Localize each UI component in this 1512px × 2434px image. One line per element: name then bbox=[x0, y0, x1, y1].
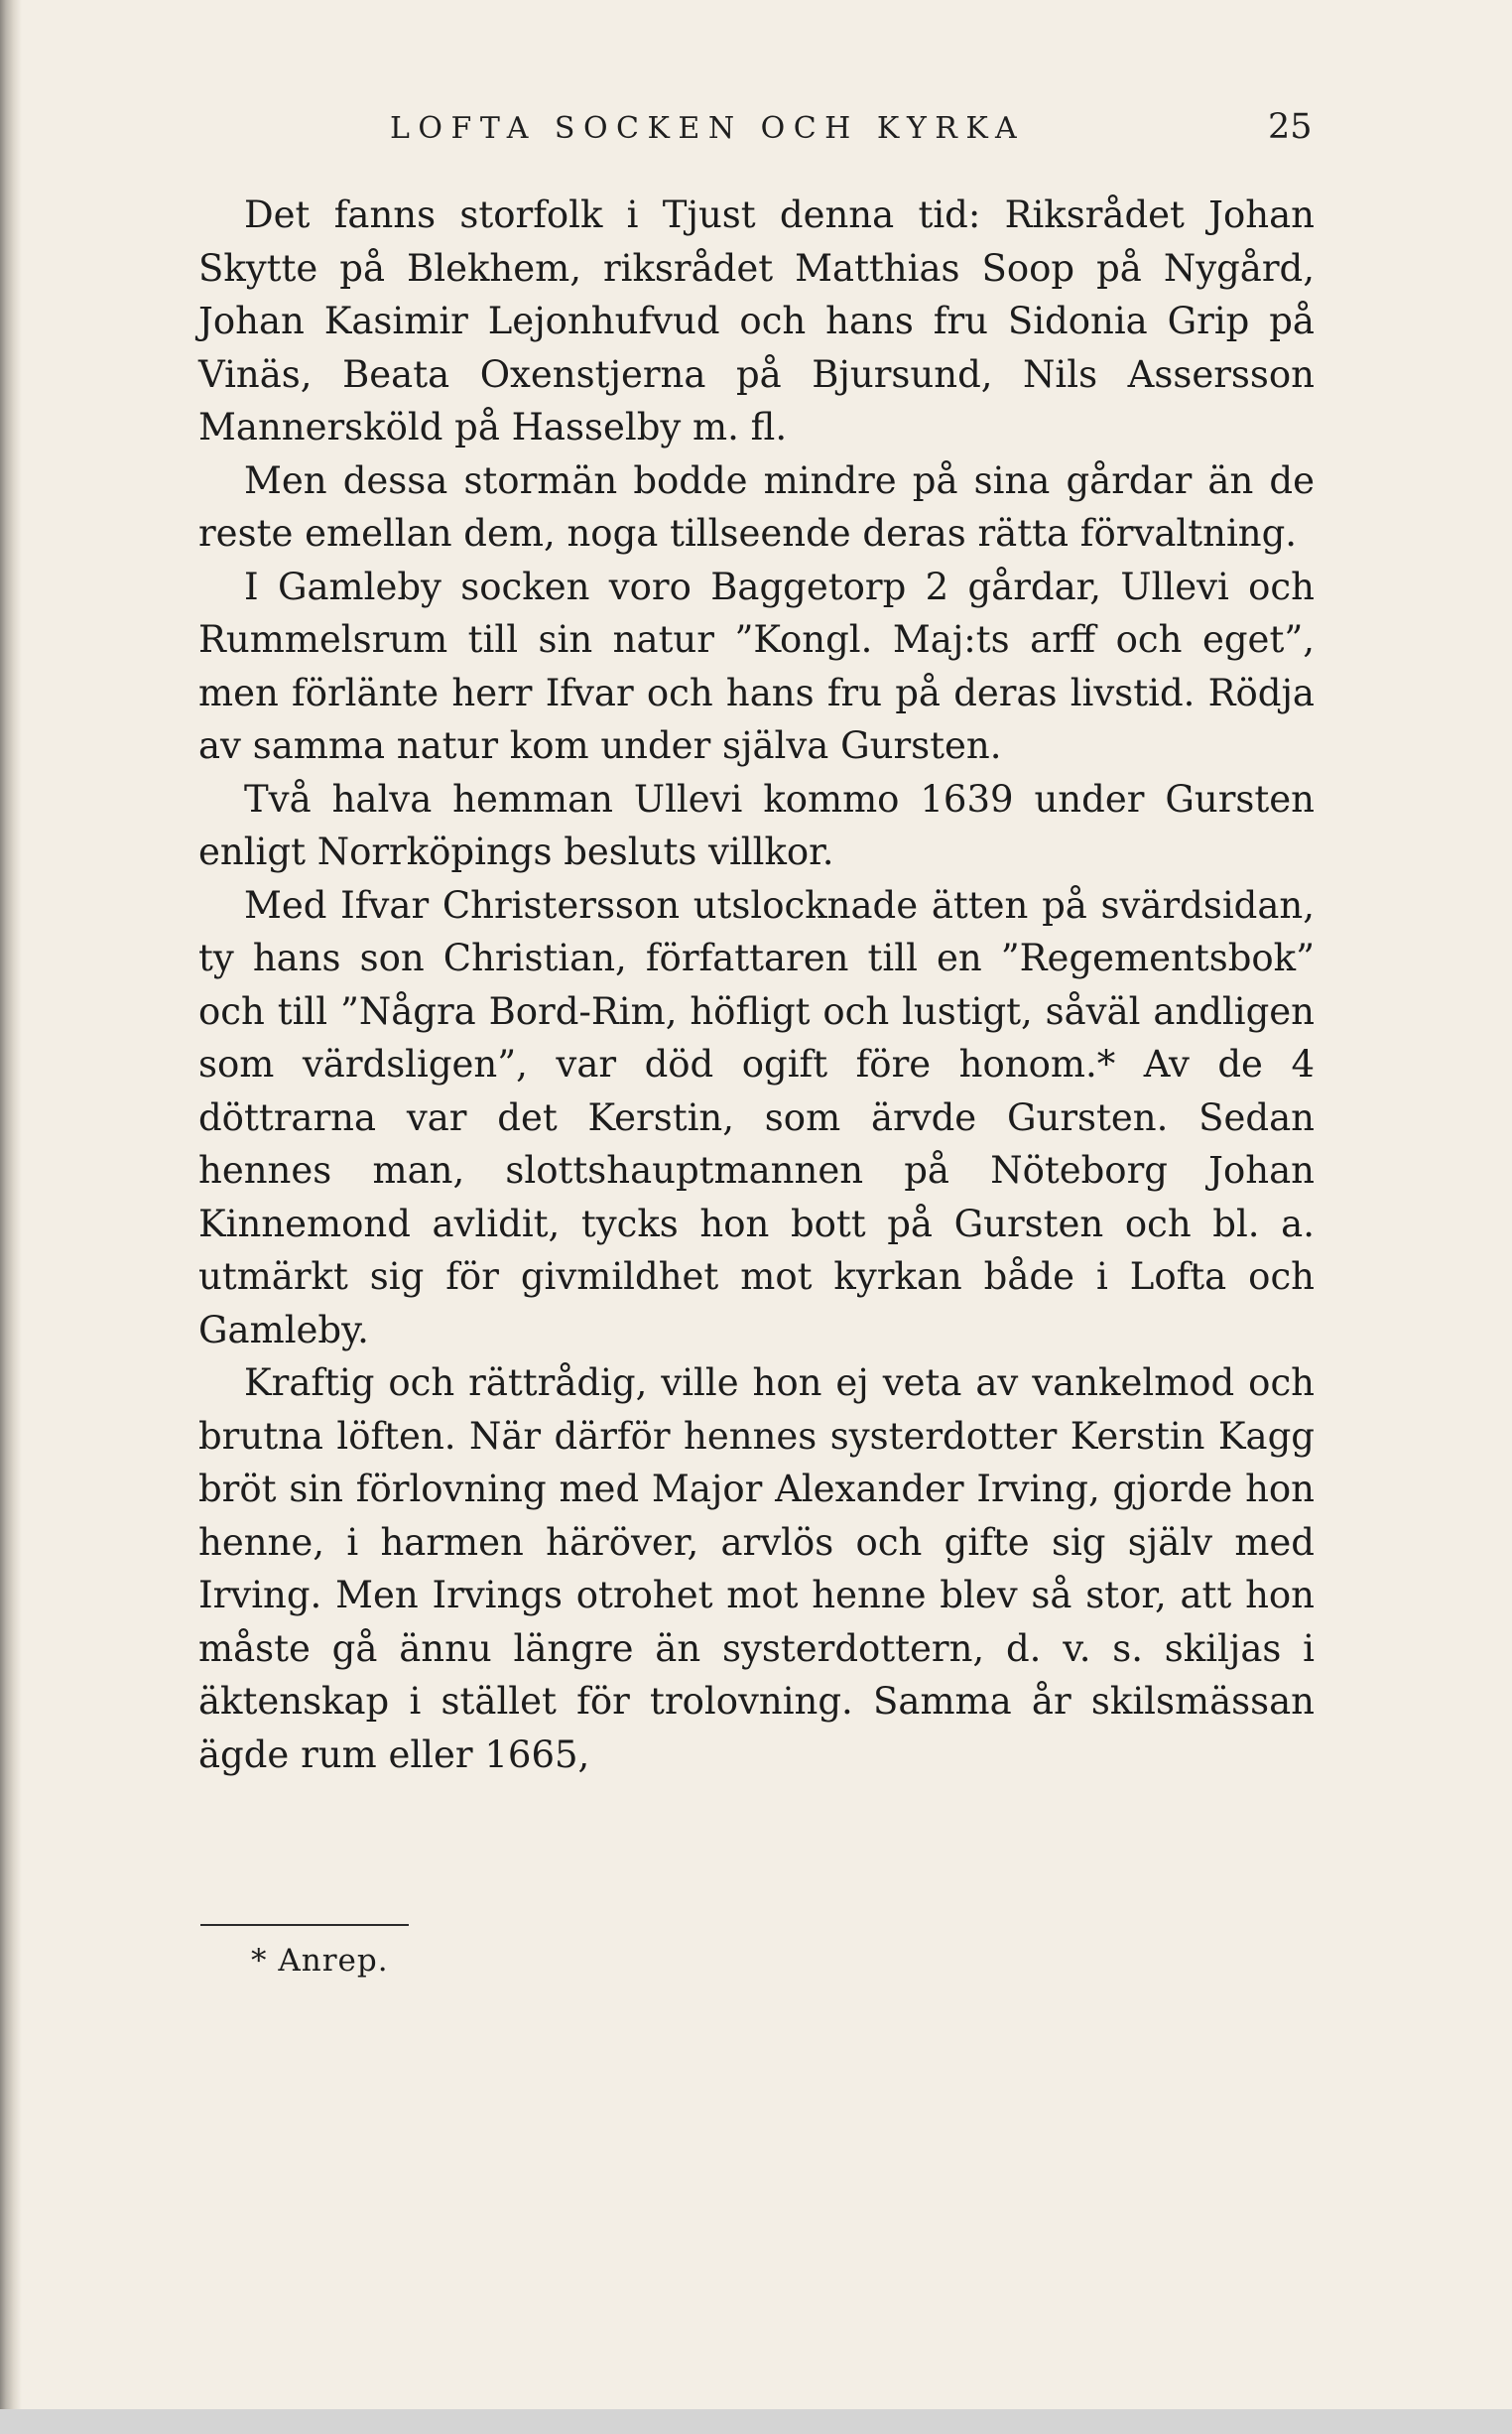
footnote-divider bbox=[200, 1924, 409, 1926]
footnote: * Anrep. bbox=[251, 1943, 389, 1979]
paragraph-6: Kraftig och rättrådig, ville hon ej veta av vankelmod och brutna löften. När därför hennes systerdotter Kerstin Kagg bröt sin förlovning med Major Alexander Irving, gjorde hon henne, i harmen häröver, arvlös och gifte sig själv med Irving. Men Irvings otrohet mot henne blev så stor, att hon måste gå ännu längre än systerdottern, d. v. s. skiljas i äktenskap i stället för trolovning. Samma år skilsmässan ägde rum eller 1665, bbox=[198, 1361, 1315, 1776]
paragraph-2: Men dessa stormän bodde mindre på sina gårdar än de reste emellan dem, noga tillseende deras rätta förvaltning. bbox=[198, 458, 1315, 555]
paragraph-3: I Gamleby socken voro Baggetorp 2 gårdar, Ullevi och Rummelsrum till sin natur ”Kongl. Maj:ts arff och eget”, men förlänte herr Ifvar och hans fru på deras livstid. Rödja av samma natur kom under själva Gursten. bbox=[198, 565, 1315, 767]
paragraph-4: Två halva hemman Ullevi kommo 1639 under Gursten enligt Norrköpings besluts villkor. bbox=[198, 777, 1315, 873]
paragraph-5: Med Ifvar Christersson utslocknade ätten på svärdsidan, ty hans son Christian, författaren till en ”Regementsbok” och till ”Några Bord-Rim, höfligt och lustigt, såväl andligen som värdsligen”, var död ogift före honom.* Av de 4 döttrarna var det Kerstin, som ärvde Gursten. Sedan hennes man, slottshauptmannen på Nöteborg Johan Kinnemond avlidit, tycks hon bott på Gursten och bl. a. utmärkt sig för givmildhet mot kyrkan både i Lofta och Gamleby. bbox=[198, 883, 1315, 1351]
book-binding-edge bbox=[0, 0, 22, 2409]
scan-bottom-margin bbox=[0, 2409, 1512, 2434]
paragraph-1: Det fanns storfolk i Tjust denna tid: Riksrådet Johan Skytte på Blekhem, riksrådet Matthias Soop på Nygård, Johan Kasimir Lejonhufvud och hans fru Sidonia Grip på Vinäs, Beata Oxenstjerna på Bjursund, Nils Assersson Mannersköld på Hasselby m. fl. bbox=[198, 193, 1315, 448]
page-number: 25 bbox=[1268, 107, 1313, 147]
body-text bbox=[198, 189, 1315, 1781]
running-head-title: LOFTA SOCKEN OCH KYRKA bbox=[390, 111, 1026, 146]
